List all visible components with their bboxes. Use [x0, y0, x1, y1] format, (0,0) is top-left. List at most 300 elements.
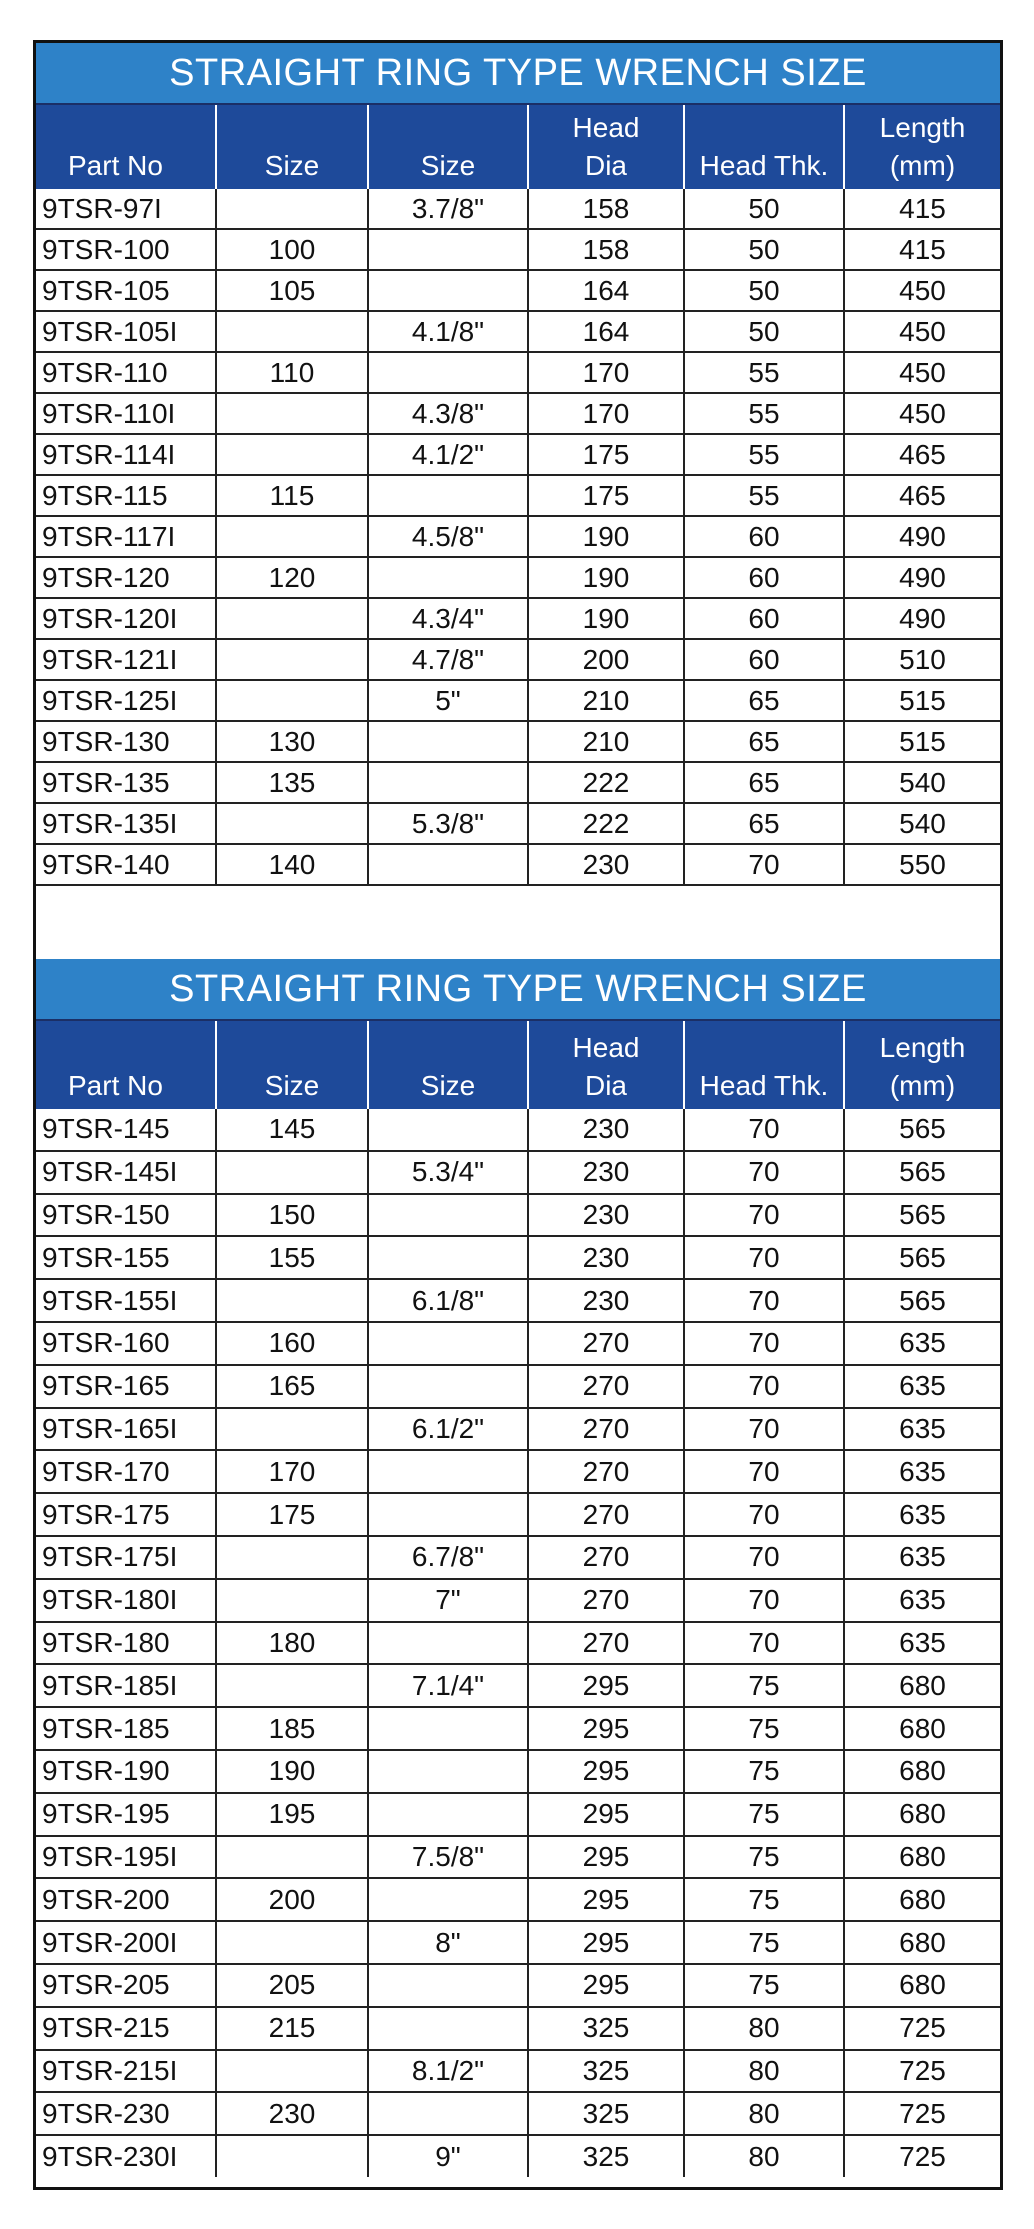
head-dia-cell: 170 — [528, 352, 684, 393]
head-thk-cell: 65 — [684, 721, 844, 762]
size-table — [36, 105, 1000, 886]
size-table — [36, 1021, 1000, 2177]
size-inch-cell: 7.1/4" — [368, 1664, 528, 1707]
head-dia-cell: 230 — [528, 1236, 684, 1279]
header-part-no: Part No — [36, 105, 216, 189]
table-row — [36, 721, 1000, 762]
size-inch-cell — [368, 1964, 528, 2007]
part-no-cell: 9TSR-155I — [36, 1279, 216, 1322]
size-inch-cell — [368, 352, 528, 393]
table-row — [36, 2007, 1000, 2050]
head-thk-cell: 55 — [684, 393, 844, 434]
table-row — [36, 1664, 1000, 1707]
head-thk-cell: 70 — [684, 1408, 844, 1451]
header-length-line1: Length — [879, 112, 966, 143]
head-dia-cell: 158 — [528, 229, 684, 270]
head-dia-cell: 270 — [528, 1450, 684, 1493]
size-mm-cell: 160 — [216, 1322, 368, 1365]
table-row — [36, 1836, 1000, 1879]
table-row — [36, 1536, 1000, 1579]
size-inch-cell: 6.1/2" — [368, 1408, 528, 1451]
table-row — [36, 311, 1000, 352]
table-row — [36, 1365, 1000, 1408]
head-thk-cell: 70 — [684, 1493, 844, 1536]
length-cell: 450 — [844, 393, 1000, 434]
head-thk-cell: 70 — [684, 1194, 844, 1237]
size-inch-cell — [368, 1194, 528, 1237]
head-dia-cell: 222 — [528, 762, 684, 803]
head-thk-cell: 60 — [684, 516, 844, 557]
size-inch-cell: 4.1/8" — [368, 311, 528, 352]
part-no-cell: 9TSR-180 — [36, 1622, 216, 1665]
part-no-cell: 9TSR-200 — [36, 1878, 216, 1921]
length-cell: 635 — [844, 1365, 1000, 1408]
part-no-cell: 9TSR-145 — [36, 1109, 216, 1151]
part-no-cell: 9TSR-230I — [36, 2135, 216, 2177]
page-frame — [33, 40, 1003, 2190]
head-thk-cell: 70 — [684, 844, 844, 885]
length-cell: 515 — [844, 680, 1000, 721]
part-no-cell: 9TSR-200I — [36, 1921, 216, 1964]
size-mm-cell: 175 — [216, 1493, 368, 1536]
size-inch-cell: 4.3/4" — [368, 598, 528, 639]
table-row — [36, 1279, 1000, 1322]
head-dia-cell: 190 — [528, 557, 684, 598]
length-cell: 565 — [844, 1151, 1000, 1194]
head-thk-cell: 60 — [684, 557, 844, 598]
header-part-no: Part No — [36, 1021, 216, 1109]
head-thk-cell: 50 — [684, 270, 844, 311]
length-cell: 550 — [844, 844, 1000, 885]
head-thk-cell: 80 — [684, 2092, 844, 2135]
length-cell: 415 — [844, 229, 1000, 270]
length-cell: 680 — [844, 1964, 1000, 2007]
length-cell: 540 — [844, 762, 1000, 803]
table-row — [36, 352, 1000, 393]
header-row — [36, 1021, 1000, 1109]
header-length — [844, 1021, 1000, 1109]
size-inch-cell — [368, 1793, 528, 1836]
head-thk-cell: 75 — [684, 1707, 844, 1750]
head-thk-cell: 75 — [684, 1750, 844, 1793]
head-dia-cell: 175 — [528, 475, 684, 516]
size-mm-cell: 120 — [216, 557, 368, 598]
part-no-cell: 9TSR-165 — [36, 1365, 216, 1408]
length-cell: 565 — [844, 1236, 1000, 1279]
table-row — [36, 1236, 1000, 1279]
head-thk-cell: 50 — [684, 189, 844, 229]
size-inch-cell — [368, 1450, 528, 1493]
size-inch-cell: 7" — [368, 1579, 528, 1622]
header-size-inch: Size — [368, 105, 528, 189]
head-thk-cell: 70 — [684, 1279, 844, 1322]
size-inch-cell: 5.3/4" — [368, 1151, 528, 1194]
table-row — [36, 639, 1000, 680]
part-no-cell: 9TSR-205 — [36, 1964, 216, 2007]
table-row — [36, 1109, 1000, 1151]
length-cell: 680 — [844, 1707, 1000, 1750]
size-inch-cell — [368, 1707, 528, 1750]
head-thk-cell: 65 — [684, 680, 844, 721]
header-length-line1: Length — [879, 1032, 966, 1063]
head-dia-cell: 190 — [528, 598, 684, 639]
length-cell: 465 — [844, 434, 1000, 475]
head-dia-cell: 295 — [528, 1921, 684, 1964]
length-cell: 515 — [844, 721, 1000, 762]
part-no-cell: 9TSR-195 — [36, 1793, 216, 1836]
table-row — [36, 762, 1000, 803]
length-cell: 490 — [844, 516, 1000, 557]
head-thk-cell: 80 — [684, 2007, 844, 2050]
size-inch-cell — [368, 1878, 528, 1921]
part-no-cell: 9TSR-230 — [36, 2092, 216, 2135]
table-row — [36, 1450, 1000, 1493]
part-no-cell: 9TSR-175I — [36, 1536, 216, 1579]
part-no-cell: 9TSR-114I — [36, 434, 216, 475]
table-row — [36, 557, 1000, 598]
table-row — [36, 189, 1000, 229]
size-mm-cell: 215 — [216, 2007, 368, 2050]
head-dia-cell: 164 — [528, 270, 684, 311]
part-no-cell: 9TSR-125I — [36, 680, 216, 721]
part-no-cell: 9TSR-97I — [36, 189, 216, 229]
head-dia-cell: 164 — [528, 311, 684, 352]
size-inch-cell — [368, 475, 528, 516]
length-cell: 450 — [844, 311, 1000, 352]
table-row — [36, 803, 1000, 844]
length-cell: 490 — [844, 598, 1000, 639]
table-row — [36, 516, 1000, 557]
size-mm-cell — [216, 1279, 368, 1322]
head-thk-cell: 55 — [684, 352, 844, 393]
part-no-cell: 9TSR-120I — [36, 598, 216, 639]
table-row — [36, 1878, 1000, 1921]
header-row — [36, 105, 1000, 189]
head-thk-cell: 75 — [684, 1921, 844, 1964]
size-inch-cell — [368, 1109, 528, 1151]
size-mm-cell: 110 — [216, 352, 368, 393]
table-row — [36, 1622, 1000, 1665]
size-inch-cell: 7.5/8" — [368, 1836, 528, 1879]
length-cell: 540 — [844, 803, 1000, 844]
part-no-cell: 9TSR-117I — [36, 516, 216, 557]
size-mm-cell: 170 — [216, 1450, 368, 1493]
head-dia-cell: 158 — [528, 189, 684, 229]
table-body — [36, 1109, 1000, 2177]
length-cell: 680 — [844, 1793, 1000, 1836]
head-thk-cell: 60 — [684, 598, 844, 639]
table-row — [36, 2050, 1000, 2093]
part-no-cell: 9TSR-145I — [36, 1151, 216, 1194]
size-inch-cell — [368, 1365, 528, 1408]
head-dia-cell: 170 — [528, 393, 684, 434]
length-cell: 565 — [844, 1194, 1000, 1237]
head-dia-cell: 325 — [528, 2007, 684, 2050]
head-thk-cell: 75 — [684, 1878, 844, 1921]
header-head-dia-line1: Head — [572, 112, 640, 143]
table-row — [36, 1322, 1000, 1365]
head-thk-cell: 70 — [684, 1151, 844, 1194]
size-mm-cell — [216, 393, 368, 434]
header-head-dia-line1: Head — [572, 1032, 640, 1063]
size-inch-cell: 5.3/8" — [368, 803, 528, 844]
size-inch-cell — [368, 721, 528, 762]
head-thk-cell: 50 — [684, 311, 844, 352]
head-dia-cell: 210 — [528, 721, 684, 762]
table-body — [36, 189, 1000, 885]
size-mm-cell: 135 — [216, 762, 368, 803]
size-inch-cell: 5" — [368, 680, 528, 721]
length-cell: 680 — [844, 1921, 1000, 1964]
table-row — [36, 475, 1000, 516]
part-no-cell: 9TSR-195I — [36, 1836, 216, 1879]
size-mm-cell: 105 — [216, 270, 368, 311]
header-size-mm: Size — [216, 1021, 368, 1109]
length-cell: 510 — [844, 639, 1000, 680]
head-thk-cell: 65 — [684, 762, 844, 803]
head-dia-cell: 295 — [528, 1664, 684, 1707]
table-row — [36, 1707, 1000, 1750]
size-inch-cell: 4.1/2" — [368, 434, 528, 475]
head-dia-cell: 175 — [528, 434, 684, 475]
size-mm-cell: 195 — [216, 1793, 368, 1836]
head-thk-cell: 50 — [684, 229, 844, 270]
size-mm-cell — [216, 1536, 368, 1579]
size-mm-cell — [216, 1921, 368, 1964]
length-cell: 635 — [844, 1579, 1000, 1622]
header-length — [844, 105, 1000, 189]
size-inch-cell: 6.7/8" — [368, 1536, 528, 1579]
part-no-cell: 9TSR-135 — [36, 762, 216, 803]
size-mm-cell — [216, 1664, 368, 1707]
head-thk-cell: 75 — [684, 1836, 844, 1879]
table-row — [36, 1964, 1000, 2007]
size-inch-cell — [368, 1322, 528, 1365]
size-mm-cell — [216, 1579, 368, 1622]
head-thk-cell: 75 — [684, 1964, 844, 2007]
size-mm-cell — [216, 434, 368, 475]
head-thk-cell: 70 — [684, 1579, 844, 1622]
table-row — [36, 844, 1000, 885]
head-dia-cell: 295 — [528, 1707, 684, 1750]
head-dia-cell: 295 — [528, 1878, 684, 1921]
part-no-cell: 9TSR-150 — [36, 1194, 216, 1237]
head-dia-cell: 230 — [528, 1194, 684, 1237]
size-mm-cell: 145 — [216, 1109, 368, 1151]
header-head-dia-line2: Dia — [584, 1070, 627, 1101]
size-mm-cell — [216, 639, 368, 680]
header-size-mm: Size — [216, 105, 368, 189]
length-cell: 490 — [844, 557, 1000, 598]
part-no-cell: 9TSR-165I — [36, 1408, 216, 1451]
header-length-line2: (mm) — [889, 1070, 956, 1101]
part-no-cell: 9TSR-110 — [36, 352, 216, 393]
head-thk-cell: 80 — [684, 2050, 844, 2093]
head-dia-cell: 270 — [528, 1536, 684, 1579]
size-mm-cell: 165 — [216, 1365, 368, 1408]
part-no-cell: 9TSR-170 — [36, 1450, 216, 1493]
head-dia-cell: 295 — [528, 1836, 684, 1879]
wrench-size-table-1 — [36, 43, 1000, 886]
table-row — [36, 1921, 1000, 1964]
table-row — [36, 1151, 1000, 1194]
table-row — [36, 1408, 1000, 1451]
part-no-cell: 9TSR-185 — [36, 1707, 216, 1750]
size-inch-cell — [368, 557, 528, 598]
head-thk-cell: 75 — [684, 1664, 844, 1707]
head-dia-cell: 230 — [528, 1279, 684, 1322]
part-no-cell: 9TSR-130 — [36, 721, 216, 762]
size-mm-cell — [216, 189, 368, 229]
head-thk-cell: 65 — [684, 803, 844, 844]
size-mm-cell — [216, 1408, 368, 1451]
size-mm-cell — [216, 2050, 368, 2093]
length-cell: 680 — [844, 1878, 1000, 1921]
head-dia-cell: 270 — [528, 1365, 684, 1408]
length-cell: 680 — [844, 1750, 1000, 1793]
part-no-cell: 9TSR-215 — [36, 2007, 216, 2050]
head-thk-cell: 55 — [684, 434, 844, 475]
table-row — [36, 2135, 1000, 2177]
size-inch-cell — [368, 1493, 528, 1536]
size-inch-cell: 8.1/2" — [368, 2050, 528, 2093]
table-row — [36, 434, 1000, 475]
head-thk-cell: 70 — [684, 1622, 844, 1665]
length-cell: 680 — [844, 1664, 1000, 1707]
length-cell: 725 — [844, 2092, 1000, 2135]
part-no-cell: 9TSR-105I — [36, 311, 216, 352]
length-cell: 635 — [844, 1493, 1000, 1536]
size-inch-cell — [368, 1622, 528, 1665]
head-thk-cell: 70 — [684, 1109, 844, 1151]
size-mm-cell — [216, 311, 368, 352]
size-inch-cell — [368, 762, 528, 803]
table-row — [36, 1750, 1000, 1793]
part-no-cell: 9TSR-155 — [36, 1236, 216, 1279]
size-inch-cell — [368, 1750, 528, 1793]
part-no-cell: 9TSR-185I — [36, 1664, 216, 1707]
part-no-cell: 9TSR-121I — [36, 639, 216, 680]
size-inch-cell — [368, 2007, 528, 2050]
size-mm-cell: 140 — [216, 844, 368, 885]
length-cell: 635 — [844, 1322, 1000, 1365]
part-no-cell: 9TSR-100 — [36, 229, 216, 270]
head-thk-cell: 70 — [684, 1450, 844, 1493]
length-cell: 415 — [844, 189, 1000, 229]
part-no-cell: 9TSR-215I — [36, 2050, 216, 2093]
head-dia-cell: 230 — [528, 1151, 684, 1194]
size-mm-cell — [216, 516, 368, 557]
head-dia-cell: 325 — [528, 2050, 684, 2093]
head-dia-cell: 230 — [528, 844, 684, 885]
table-row — [36, 2092, 1000, 2135]
head-thk-cell: 70 — [684, 1322, 844, 1365]
table-row — [36, 598, 1000, 639]
length-cell: 565 — [844, 1109, 1000, 1151]
length-cell: 635 — [844, 1450, 1000, 1493]
size-inch-cell: 3.7/8" — [368, 189, 528, 229]
head-dia-cell: 270 — [528, 1579, 684, 1622]
size-mm-cell — [216, 2135, 368, 2177]
size-mm-cell: 205 — [216, 1964, 368, 2007]
header-head-dia — [528, 105, 684, 189]
length-cell: 450 — [844, 270, 1000, 311]
part-no-cell: 9TSR-115 — [36, 475, 216, 516]
table-title: STRAIGHT RING TYPE WRENCH SIZE — [36, 43, 1000, 105]
table-row — [36, 229, 1000, 270]
table-row — [36, 680, 1000, 721]
head-thk-cell: 55 — [684, 475, 844, 516]
table-row — [36, 393, 1000, 434]
size-mm-cell: 150 — [216, 1194, 368, 1237]
part-no-cell: 9TSR-190 — [36, 1750, 216, 1793]
size-mm-cell: 185 — [216, 1707, 368, 1750]
length-cell: 635 — [844, 1408, 1000, 1451]
length-cell: 635 — [844, 1536, 1000, 1579]
length-cell: 635 — [844, 1622, 1000, 1665]
size-inch-cell — [368, 270, 528, 311]
size-mm-cell — [216, 598, 368, 639]
head-thk-cell: 70 — [684, 1536, 844, 1579]
size-inch-cell: 4.3/8" — [368, 393, 528, 434]
table-row — [36, 1194, 1000, 1237]
header-head-thk: Head Thk. — [684, 1021, 844, 1109]
size-inch-cell: 4.7/8" — [368, 639, 528, 680]
head-thk-cell: 70 — [684, 1365, 844, 1408]
size-mm-cell: 200 — [216, 1878, 368, 1921]
table-title: STRAIGHT RING TYPE WRENCH SIZE — [36, 959, 1000, 1021]
size-inch-cell: 8" — [368, 1921, 528, 1964]
length-cell: 725 — [844, 2050, 1000, 2093]
head-dia-cell: 325 — [528, 2135, 684, 2177]
table-row — [36, 1579, 1000, 1622]
size-mm-cell — [216, 1836, 368, 1879]
head-thk-cell: 60 — [684, 639, 844, 680]
size-mm-cell: 180 — [216, 1622, 368, 1665]
header-head-thk: Head Thk. — [684, 105, 844, 189]
size-inch-cell — [368, 1236, 528, 1279]
part-no-cell: 9TSR-140 — [36, 844, 216, 885]
size-inch-cell — [368, 844, 528, 885]
part-no-cell: 9TSR-110I — [36, 393, 216, 434]
head-dia-cell: 210 — [528, 680, 684, 721]
part-no-cell: 9TSR-135I — [36, 803, 216, 844]
size-mm-cell — [216, 803, 368, 844]
size-mm-cell: 230 — [216, 2092, 368, 2135]
head-thk-cell: 75 — [684, 1793, 844, 1836]
part-no-cell: 9TSR-160 — [36, 1322, 216, 1365]
length-cell: 465 — [844, 475, 1000, 516]
size-mm-cell: 155 — [216, 1236, 368, 1279]
length-cell: 725 — [844, 2007, 1000, 2050]
size-mm-cell: 190 — [216, 1750, 368, 1793]
table-row — [36, 1493, 1000, 1536]
head-thk-cell: 80 — [684, 2135, 844, 2177]
head-dia-cell: 200 — [528, 639, 684, 680]
head-dia-cell: 295 — [528, 1964, 684, 2007]
length-cell: 725 — [899, 2140, 946, 2172]
head-dia-cell: 270 — [528, 1493, 684, 1536]
length-cell: 680 — [844, 1836, 1000, 1879]
head-dia-cell: 222 — [528, 803, 684, 844]
size-inch-cell: 6.1/8" — [368, 1279, 528, 1322]
size-inch-cell: 9" — [368, 2135, 528, 2177]
length-cell: 450 — [844, 352, 1000, 393]
size-inch-cell: 4.5/8" — [368, 516, 528, 557]
header-length-line2: (mm) — [889, 150, 956, 181]
part-no-cell: 9TSR-175 — [36, 1493, 216, 1536]
head-dia-cell: 270 — [528, 1622, 684, 1665]
